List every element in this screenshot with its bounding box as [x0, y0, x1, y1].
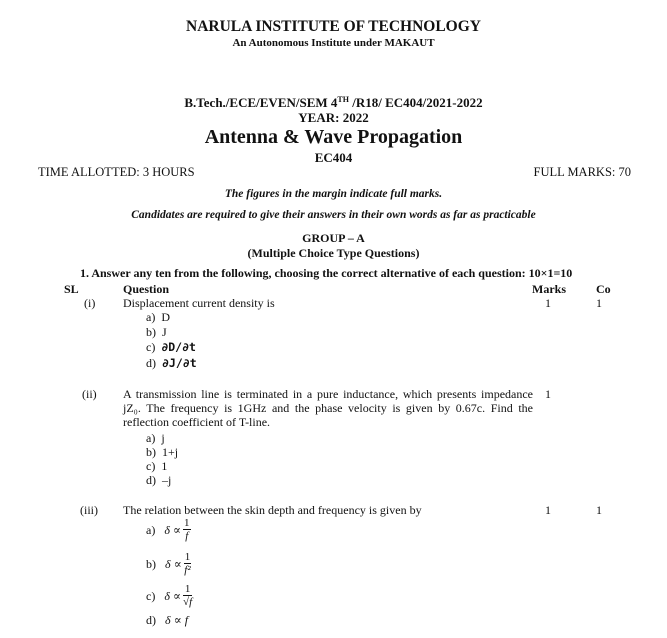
option-a: [146, 517, 191, 543]
column-sl: SL: [64, 282, 79, 296]
option-text: ∂D/∂t: [161, 340, 196, 354]
question-text: Displacement current density is: [123, 296, 275, 310]
option-d: [146, 613, 188, 628]
fraction: [183, 583, 192, 609]
fraction-numerator: 1: [184, 517, 190, 529]
group-title: GROUP – A: [302, 231, 365, 245]
fraction: [183, 517, 191, 543]
option-text: J: [162, 325, 167, 339]
option-text: 1+j: [162, 445, 179, 459]
option-text: D: [161, 310, 170, 324]
question-sl: (ii): [82, 387, 97, 401]
time-allotted: TIME ALLOTTED: 3 HOURS: [38, 165, 195, 179]
option-c: [146, 583, 192, 609]
option-label: a): [146, 522, 156, 537]
formula-lhs: δ ∝: [164, 588, 182, 603]
formula-lhs: δ ∝: [164, 522, 182, 537]
question-text: A transmission line is terminated in a pure inductance, which presents impedance jZ₀. The frequency is 1GHz and the phase velocity is given by 0.67c. Find the reflection coefficient of T-line.: [123, 387, 533, 429]
formula-lhs: δ ∝ f: [165, 613, 189, 627]
question-text: The relation between the skin depth and frequency is given by: [123, 503, 422, 517]
program-rest: /R18/ EC404/2021-2022: [348, 95, 483, 110]
option-text: –j: [162, 473, 172, 487]
question-marks: 1: [545, 387, 551, 401]
formula-lhs: δ ∝: [165, 556, 182, 571]
margin-note: The figures in the margin indicate full marks.: [224, 188, 443, 200]
question-sl: (i): [84, 296, 96, 310]
full-marks: FULL MARKS: 70: [533, 165, 631, 179]
candidate-note: Candidates are required to give their answers in their own words as far as practicable: [131, 209, 536, 221]
option-a: [146, 431, 165, 446]
option-label: d): [146, 473, 156, 487]
option-label: b): [146, 556, 156, 571]
option-label: a): [146, 310, 156, 324]
fraction-denominator: √f: [183, 596, 193, 608]
program-line: [0, 95, 667, 111]
option-label: b): [146, 445, 156, 459]
column-co: Co: [596, 282, 611, 296]
option-label: a): [146, 431, 156, 445]
institute-name: NARULA INSTITUTE OF TECHNOLOGY: [186, 18, 481, 35]
option-c: [146, 459, 167, 474]
fraction-numerator: 1: [184, 551, 191, 563]
option-label: c): [146, 459, 156, 473]
option-d: [146, 356, 197, 371]
option-label: b): [146, 325, 156, 339]
exam-year: YEAR: 2022: [298, 110, 369, 125]
fraction: [184, 551, 192, 577]
question-co: 1: [596, 503, 602, 517]
paper-title: Antenna & Wave Propagation: [204, 126, 463, 148]
option-b: [146, 325, 167, 340]
option-c: [146, 340, 196, 355]
option-label: d): [146, 356, 156, 370]
group-instruction: 1. Answer any ten from the following, choosing the correct alternative of each question: 10×1=10: [80, 266, 573, 280]
program-superscript: TH: [337, 95, 349, 104]
program-main: B.Tech./ECE/EVEN/SEM 4: [184, 95, 338, 110]
option-label: c): [146, 340, 156, 354]
column-question: Question: [123, 282, 170, 296]
institute-subtitle: An Autonomous Institute under MAKAUT: [232, 37, 435, 49]
option-label: d): [146, 613, 156, 627]
column-marks: Marks: [532, 282, 566, 296]
fraction-denominator: f²: [184, 564, 191, 576]
option-text: j: [161, 431, 165, 445]
paper-code: EC404: [314, 150, 353, 165]
option-a: [146, 310, 170, 325]
question-co: 1: [596, 296, 602, 310]
option-text: ∂J/∂t: [162, 356, 197, 370]
option-b: [146, 551, 191, 577]
question-marks: 1: [545, 503, 551, 517]
group-subtitle: (Multiple Choice Type Questions): [247, 246, 420, 260]
option-label: c): [146, 588, 156, 603]
option-d: [146, 473, 171, 488]
option-b: [146, 445, 178, 460]
option-text: 1: [161, 459, 168, 473]
question-marks: 1: [545, 296, 551, 310]
fraction-denominator: f: [185, 530, 189, 542]
fraction-numerator: 1: [184, 583, 191, 595]
question-sl: (iii): [80, 503, 98, 517]
